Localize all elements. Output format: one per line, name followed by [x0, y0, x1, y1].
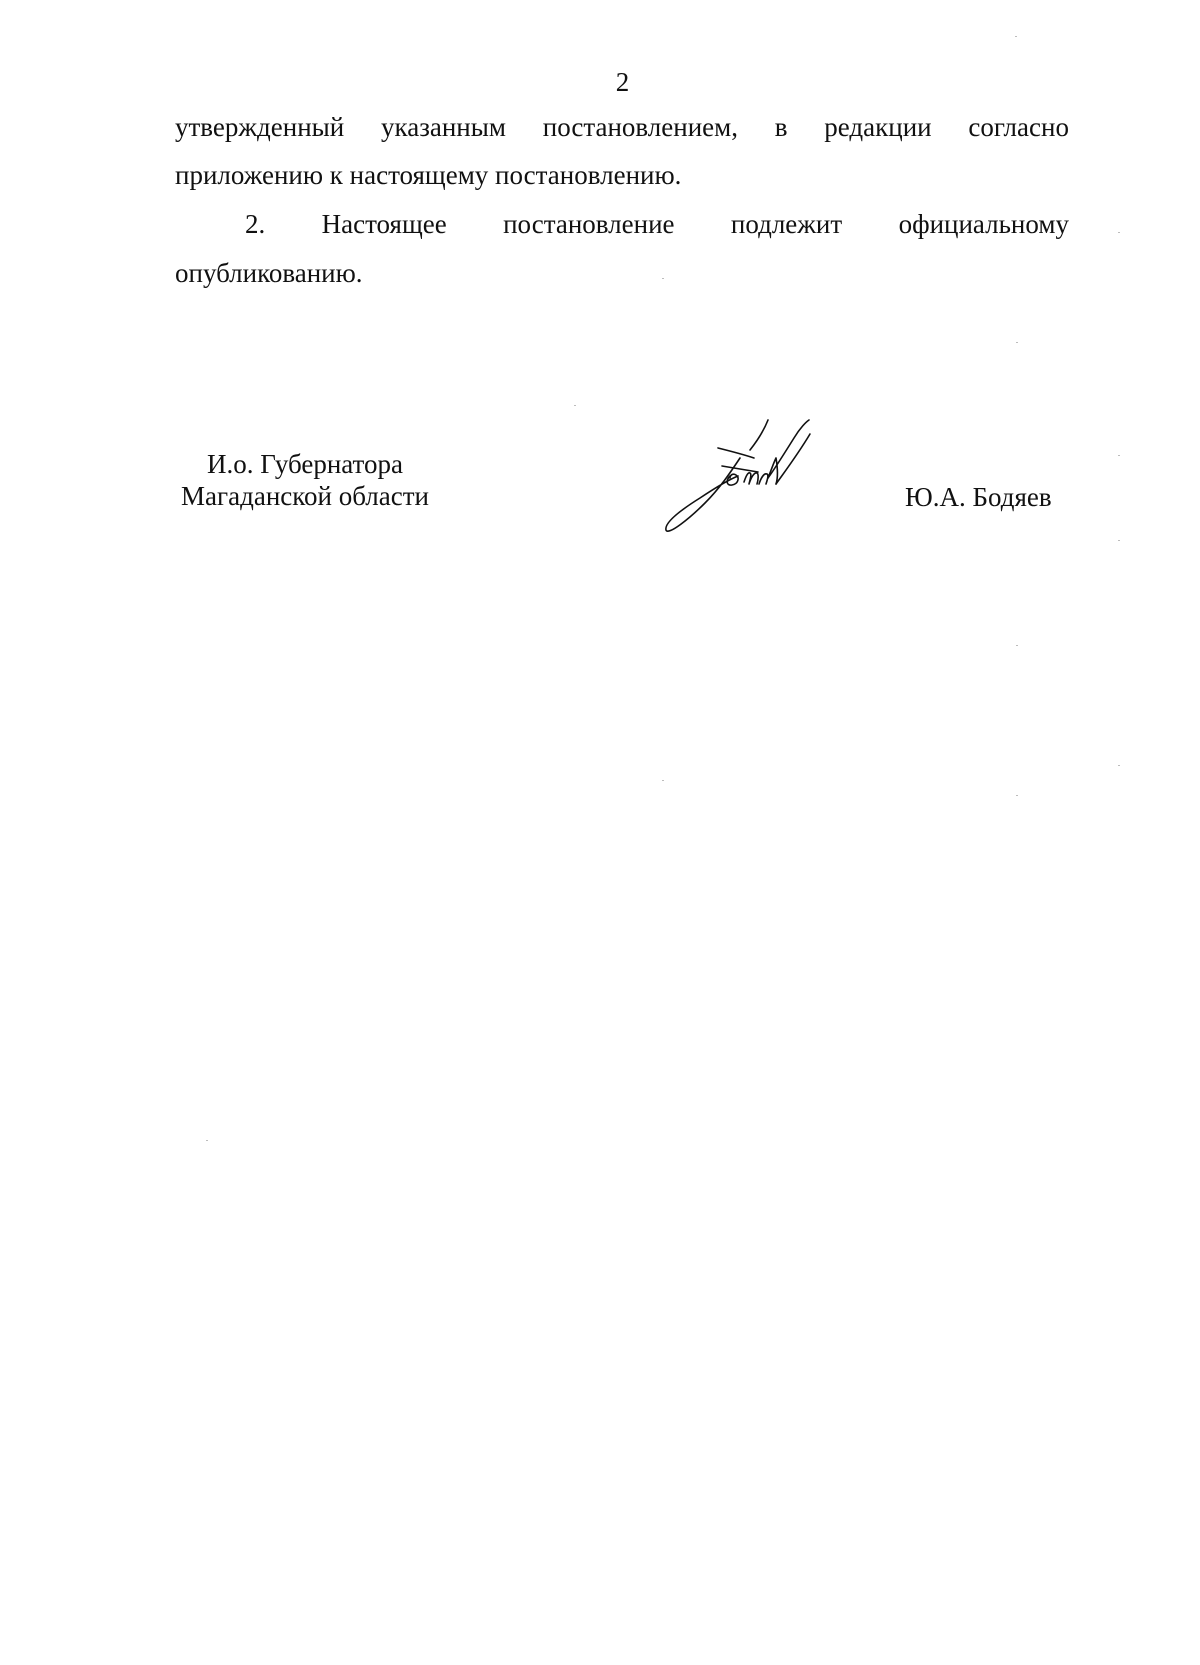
scan-speck: [1016, 342, 1018, 343]
position-line-1: И.о. Губернатора: [206, 449, 403, 479]
word: редакции: [824, 112, 932, 142]
scan-speck: [1118, 455, 1120, 456]
word: в: [774, 112, 788, 142]
scan-speck: [1016, 645, 1018, 646]
scan-speck: [662, 780, 664, 781]
paragraph-number: 2.: [245, 209, 266, 239]
scan-speck: [1118, 540, 1120, 541]
word: официальному: [898, 209, 1069, 239]
position-line-2: Магаданской области: [181, 481, 429, 511]
page-number: 2: [615, 67, 630, 97]
paragraph-1-line-2: приложению к настоящему постановлению.: [175, 160, 682, 190]
scan-speck: [1015, 36, 1017, 37]
scan-speck: [1016, 795, 1018, 796]
word: подлежит: [730, 209, 843, 239]
handwritten-signature: [660, 418, 830, 548]
paragraph-1-line-1: [175, 110, 1069, 144]
scan-speck: [1118, 232, 1120, 233]
word: указанным: [381, 112, 506, 142]
scan-speck: [1118, 765, 1120, 766]
word: постановлением,: [542, 112, 738, 142]
word: согласно: [968, 112, 1069, 142]
scan-speck: [206, 1140, 208, 1141]
paragraph-2-line-2: опубликованию.: [175, 258, 363, 288]
signatory-name: Ю.А. Бодяев: [905, 482, 1052, 512]
word: утвержденный: [175, 112, 345, 142]
scan-speck: [574, 405, 576, 406]
word: постановление: [503, 209, 675, 239]
scan-speck: [662, 278, 664, 279]
signatory-position: [155, 448, 455, 512]
paragraph-2-line-1: [175, 207, 1069, 241]
word: Настоящее: [321, 209, 447, 239]
